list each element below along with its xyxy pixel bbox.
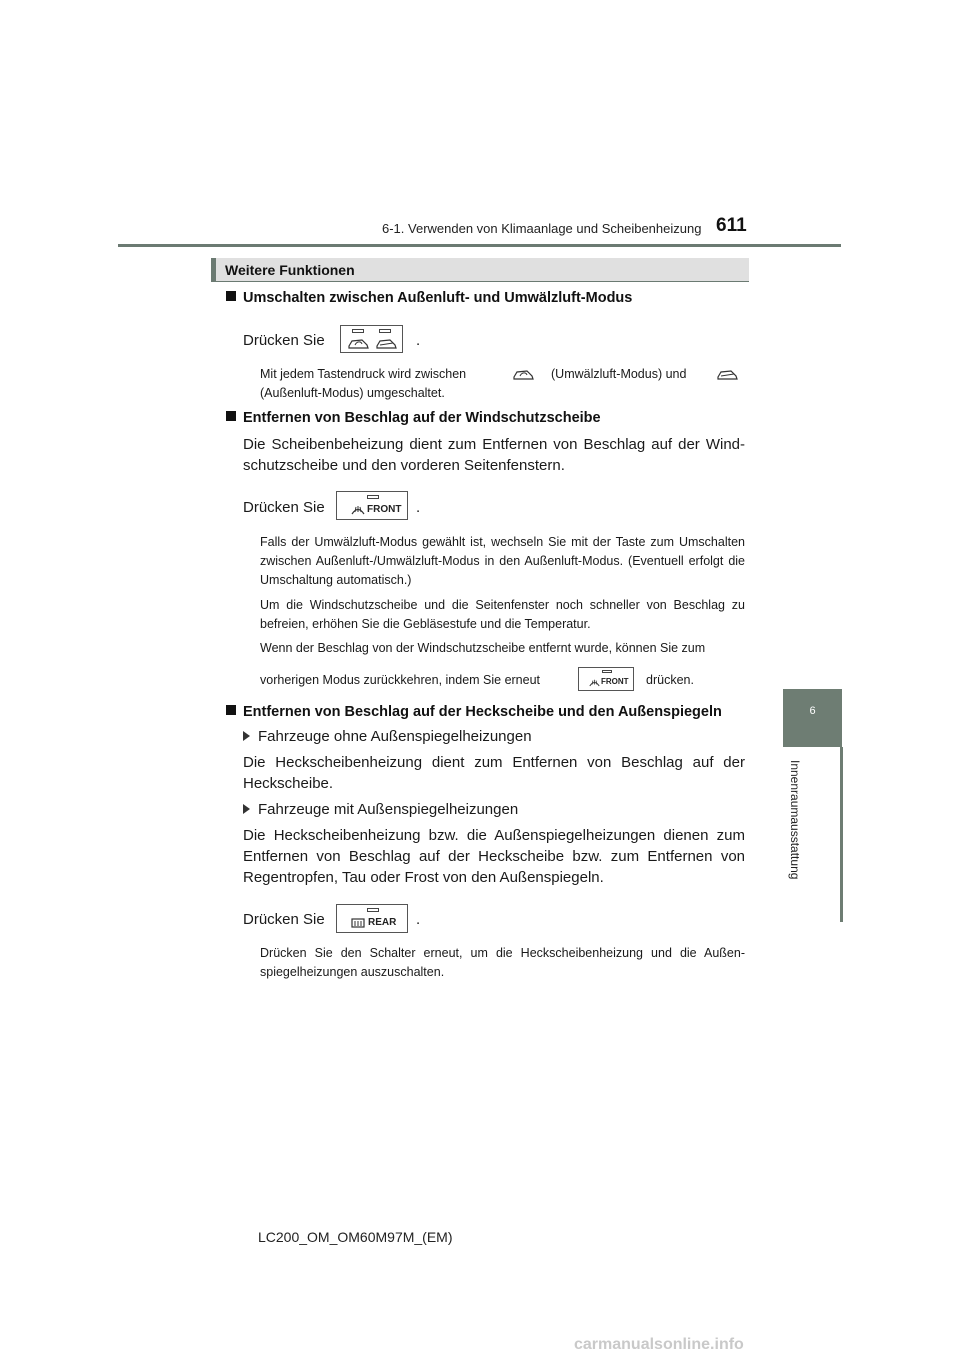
air-mode-button-icon bbox=[340, 325, 403, 353]
sub-without-mirror-heaters-text: Fahrzeuge ohne Außenspiegelheizungen bbox=[258, 728, 532, 745]
indicator-lamp-icon bbox=[352, 329, 364, 333]
header-section-title: 6-1. Verwenden von Klimaanlage und Scheibenheizung bbox=[382, 221, 702, 236]
square-bullet-icon bbox=[226, 705, 236, 715]
section-title: Weitere Funktionen bbox=[225, 262, 355, 278]
note-windshield-suffix: drücken. bbox=[646, 673, 694, 687]
note-windshield-1: Falls der Umwälzluft-Modus gewählt ist, wechseln Sie mit der Taste zum Umschalten zwischen Außenluft-/Umwälzluft-Modus in den Außenluft-Modus. (Eventuell erfolgt die Umschaltung automatisch.) bbox=[260, 535, 745, 587]
chapter-tab bbox=[783, 689, 842, 747]
front-defroster-button-icon bbox=[336, 491, 408, 520]
recirculation-mode-icon bbox=[512, 367, 538, 381]
note-windshield-4: vorherigen Modus zurückkehren, indem Sie erneut bbox=[260, 673, 541, 687]
note-rear-window: Drücken Sie den Schalter erneut, um die Heckscheibenheizung und die Außen-spiegelheizungen auszuschalten. bbox=[260, 946, 745, 979]
press-prefix: Drücken Sie bbox=[243, 332, 325, 349]
header-divider bbox=[118, 244, 841, 247]
heading-air-mode bbox=[226, 290, 632, 306]
square-bullet-icon bbox=[226, 411, 236, 421]
fresh-air-mode-icon bbox=[716, 367, 742, 381]
heading-rear-window bbox=[226, 704, 722, 720]
body-rear-window-1: Die Heckscheibenheizung dient zum Entfernen von Beschlag auf der Heckscheibe. bbox=[243, 754, 745, 792]
front-button-label: FRONT bbox=[601, 677, 629, 686]
heading-windshield-text: Entfernen von Beschlag auf der Windschutzscheibe bbox=[243, 410, 601, 426]
sub-with-mirror-heaters bbox=[243, 801, 518, 818]
note-air-mode-2: (Umwälzluft-Modus) und bbox=[551, 367, 687, 381]
windshield-defrost-icon bbox=[589, 678, 600, 687]
heading-air-mode-text: Umschalten zwischen Außenluft- und Umwälzluft-Modus bbox=[243, 290, 633, 306]
press-windshield: Drücken Sie bbox=[243, 499, 325, 516]
body-rear-window-2: Die Heckscheibenheizung bzw. die Außenspiegelheizungen dienen zum Entfernen von Beschlag auf der Heckscheibe bzw. zum Entfernen von Regentropfen, Tau oder Frost von den Außenspiegeln. bbox=[243, 827, 745, 886]
press-rear-window: Drücken Sie bbox=[243, 911, 325, 928]
indicator-lamp-icon bbox=[379, 329, 391, 333]
square-bullet-icon bbox=[226, 291, 236, 301]
footer-document-code: LC200_OM_OM60M97M_(EM) bbox=[258, 1229, 453, 1245]
front-button-label: FRONT bbox=[367, 504, 402, 515]
note-windshield-2: Um die Windschutzscheibe und die Seitenfenster noch schneller von Beschlag zu befreien, erhöhen Sie die Gebläsestufe und die Temperatur. bbox=[260, 598, 745, 631]
press-suffix: . bbox=[416, 911, 421, 928]
chapter-tab-line bbox=[840, 747, 843, 922]
triangle-bullet-icon bbox=[243, 731, 250, 741]
front-defroster-button-small-icon bbox=[578, 667, 634, 691]
chapter-number: 6 bbox=[809, 705, 816, 717]
heading-rear-window-text: Entfernen von Beschlag auf der Heckscheibe und den Außenspiegeln bbox=[243, 704, 722, 720]
body-windshield: Die Scheibenbeheizung dient zum Entfernen von Beschlag auf der Wind-schutzscheibe und den vorderen Seitenfenstern. bbox=[243, 436, 745, 474]
heading-windshield bbox=[226, 410, 601, 426]
press-suffix: . bbox=[416, 332, 421, 349]
recirculation-car-icon bbox=[347, 336, 399, 350]
indicator-lamp-icon bbox=[367, 908, 379, 912]
indicator-lamp-icon bbox=[367, 495, 379, 499]
note-air-mode-3: (Außenluft-Modus) umgeschaltet. bbox=[260, 386, 445, 400]
note-air-mode-1: Mit jedem Tastendruck wird zwischen bbox=[260, 367, 467, 381]
sub-with-mirror-heaters-text: Fahrzeuge mit Außenspiegelheizungen bbox=[258, 801, 519, 818]
chapter-title: Innenraumausstattung bbox=[788, 760, 802, 880]
watermark: carmanualsonline.info bbox=[574, 1336, 744, 1353]
press-suffix: . bbox=[416, 499, 421, 516]
rear-defog-icon bbox=[351, 917, 365, 928]
sub-without-mirror-heaters bbox=[243, 728, 532, 745]
triangle-bullet-icon bbox=[243, 804, 250, 814]
page-number: 611 bbox=[716, 215, 747, 236]
indicator-lamp-icon bbox=[602, 670, 612, 673]
rear-button-label: REAR bbox=[368, 917, 397, 928]
rear-defogger-button-icon bbox=[336, 904, 408, 933]
windshield-defrost-icon bbox=[351, 504, 365, 515]
press-air-mode bbox=[243, 332, 325, 349]
note-windshield-3: Wenn der Beschlag von der Windschutzscheibe entfernt wurde, können Sie zum bbox=[260, 641, 706, 655]
